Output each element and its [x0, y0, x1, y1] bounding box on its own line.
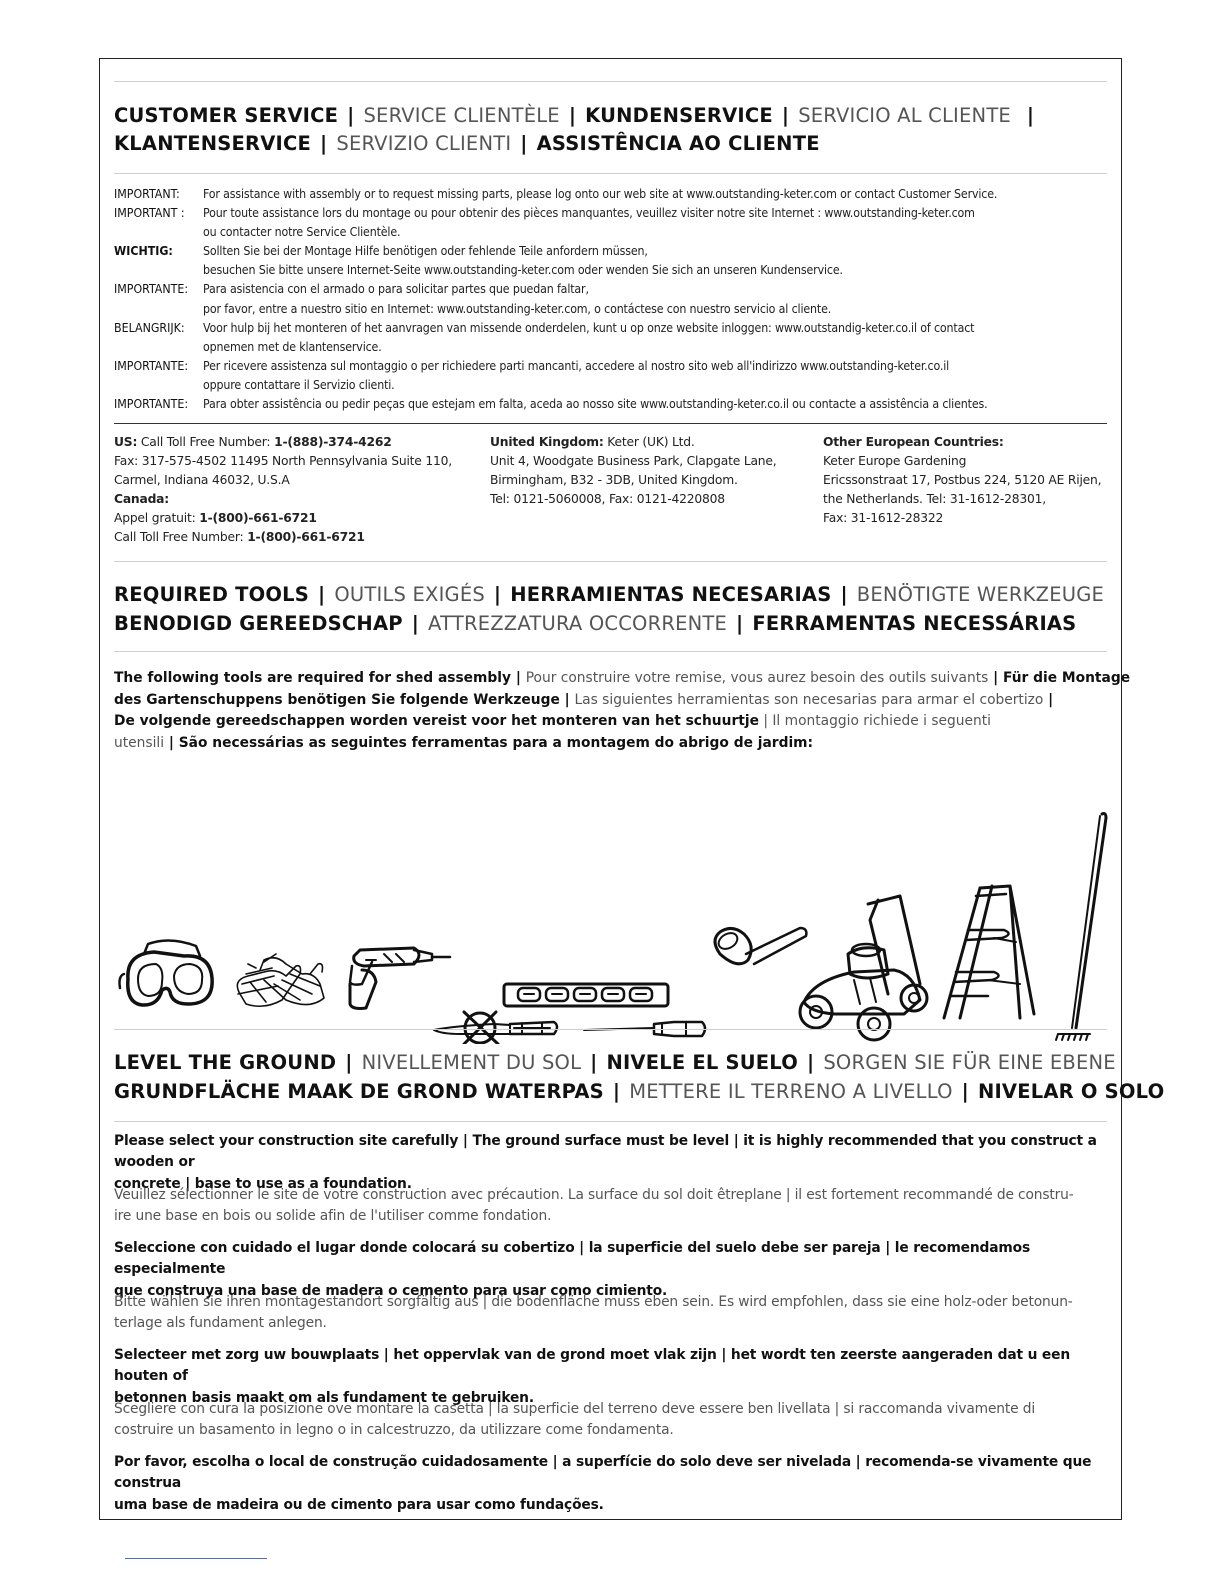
- lawn-mower-icon: [800, 896, 927, 1040]
- tools-illustration: [114, 804, 1109, 1044]
- heading-seg: BENÖTIGTE WERKZEUGE: [856, 583, 1105, 606]
- heading-seg: SERVICIO AL CLIENTE: [798, 104, 1011, 127]
- notice-it: [114, 357, 1107, 395]
- divider: [114, 173, 1107, 174]
- divider: [114, 1029, 1107, 1030]
- tools-text-it: Il montaggio richiede i seguenti: [772, 713, 991, 729]
- notice-fr: [114, 204, 1107, 242]
- contact-text: Keter Europe Gardening: [823, 454, 967, 468]
- notice-line: Para asistencia con el armado o para solicitar partes que puedan faltar,: [203, 282, 589, 297]
- notice-label: WICHTIG:: [114, 244, 173, 259]
- power-drill-icon: [350, 948, 450, 1009]
- footer-rule: [125, 1558, 267, 1559]
- level-ground-fr: [114, 1185, 1107, 1228]
- contact-us: [114, 433, 452, 547]
- required-tools-paragraph: The following tools are required for shed assembly | Pour construire votre remise, vous aurez besoin des outils suivants | Für die Montage des Gartenschuppens benötigen Sie folgende Werkzeuge | Las siguientes herramientas son necesarias para armar el cobertizo | De volgende gereedschappen worden vereist voor het monteren van het schuurtje | Il montaggio richiede i seguenti utensili | São necessárias as seguintes ferramentas para a montagem do abrigo de jardim:: [114, 670, 1131, 751]
- contact-label: Canada:: [114, 492, 169, 506]
- page-frame: [99, 58, 1165, 1520]
- divider: [114, 651, 1107, 652]
- contact-text: Fax: 317-575-4502 11495 North Pennsylvania Suite 110,: [114, 454, 452, 468]
- notice-line: Voor hulp bij het monteren of het aanvragen van missende onderdelen, kunt u op onze website inloggen: www.outstandig-keter.co.il of contact: [203, 320, 975, 335]
- tools-text-de: des Gartenschuppens benötigen Sie folgende Werkzeuge: [114, 691, 560, 708]
- notice-line: Per ricevere assistenza sul montaggio o per richiedere parti mancanti, accedere al nostro sito web all'indirizzo www.outstanding-keter.co.il: [203, 358, 950, 373]
- tools-text-nl: De volgende gereedschappen worden vereist voor het monteren van het schuurtje: [114, 713, 759, 729]
- notice-line: ou contacter notre Service Clientèle.: [203, 225, 401, 240]
- notice-line: Para obter assistência ou pedir peças que estejam em falta, aceda ao nosso site www.outstanding-keter.co.il ou contacte a assistência a clientes.: [203, 397, 988, 412]
- para-line: Bitte wählen sie ihren montagestandort sorgfältig aus | die bodenfläche muss eben sein. Es wird empfohlen, dass sie eine holz-oder betonun-: [114, 1294, 1073, 1310]
- para-line: que construya una base de madera o cemento para usar como cimiento.: [114, 1282, 668, 1299]
- contact-text: Tel: 0121-5060008, Fax: 0121-4220808: [490, 492, 725, 506]
- notice-line: oppure contattare il Servizio clienti.: [203, 377, 395, 392]
- notice-line: besuchen Sie bitte unsere Internet-Seite www.outstanding-keter.com oder wenden Sie sich an unseren Kundenservice.: [203, 263, 843, 278]
- contact-eu: [823, 433, 1101, 528]
- rake-icon: [1056, 814, 1106, 1041]
- para-line: costruire un basamento in legno o in calcestruzzo, da utilizzare come fondamenta.: [114, 1422, 674, 1439]
- customer-service-heading-2: KLANTENSERVICE | SERVIZIO CLIENTI | ASSISTÊNCIA AO CLIENTE: [114, 132, 820, 155]
- tools-text-en: The following tools are required for shed assembly: [114, 670, 512, 686]
- heading-seg: BENODIGD GEREEDSCHAP: [114, 612, 403, 635]
- divider: [114, 423, 1107, 424]
- notice-nl: [114, 319, 1107, 357]
- contact-text: Carmel, Indiana 46032, U.S.A: [114, 473, 290, 487]
- notice-line: Pour toute assistance lors du montage ou pour obtenir des pièces manquantes, veuillez visiter notre site Internet : www.outstanding-keter.com: [203, 206, 975, 221]
- contact-text: Appel gratuit:: [114, 511, 196, 525]
- notice-label: IMPORTANTE:: [114, 397, 189, 412]
- notice-pt: [114, 395, 1107, 414]
- contact-label: US:: [114, 435, 138, 449]
- para-line: Please select your construction site carefully | The ground surface must be level | it is highly recommended that you construct a wooden or: [114, 1133, 1097, 1171]
- tools-text-de: Für die Montage: [1002, 670, 1131, 686]
- para-line: terlage als fundament anlegen.: [114, 1315, 327, 1332]
- phone-number: 1-(800)-661-6721: [247, 530, 365, 544]
- heading-seg: FERRAMENTAS NECESSÁRIAS: [752, 612, 1077, 635]
- level-ground-pt: [114, 1452, 1107, 1516]
- required-tools-heading-2: BENODIGD GEREEDSCHAP | ATTREZZATURA OCCORRENTE | FERRAMENTAS NECESSÁRIAS: [114, 612, 1077, 635]
- tools-text-es: Las siguientes herramientas son necesarias para armar el cobertizo: [574, 691, 1044, 708]
- contact-label: United Kingdom:: [490, 435, 604, 449]
- heading-seg: ASSISTÊNCIA AO CLIENTE: [536, 132, 820, 155]
- notice-es: [114, 280, 1107, 318]
- para-line: Veuillez sélectionner le site de votre construction avec précaution. La surface du sol doit êtreplane | il est fortement recommandé de constru-: [114, 1187, 1074, 1203]
- work-gloves-icon: [237, 954, 324, 1006]
- mallet-icon: [715, 928, 806, 964]
- divider: [114, 81, 1107, 82]
- customer-service-heading-1: CUSTOMER SERVICE | SERVICE CLIENTÈLE | KUNDENSERVICE | SERVICIO AL CLIENTE |: [114, 104, 1035, 127]
- notice-label: IMPORTANT :: [114, 206, 185, 221]
- contact-text: Birmingham, B32 - 3DB, United Kingdom.: [490, 473, 738, 487]
- notice-line: por favor, entre a nuestro sitio en Internet: www.outstanding-keter.com, o contáctese con nuestro servicio al cliente.: [203, 301, 832, 316]
- level-ground-heading-1: LEVEL THE GROUND | NIVELLEMENT DU SOL | NIVELE EL SUELO | SORGEN SIE FÜR EINE EBENE: [114, 1051, 1116, 1074]
- notice-label: BELANGRIJK:: [114, 320, 185, 335]
- utility-knife-icon: [434, 1012, 557, 1044]
- heading-seg: SERVIZIO CLIENTI: [336, 132, 512, 155]
- phone-number: 1-(888)-374-4262: [274, 435, 392, 449]
- contact-label: Other European Countries:: [823, 435, 1004, 449]
- level-ground-heading-2: GRUNDFLÄCHE MAAK DE GROND WATERPAS | METTERE IL TERRENO A LIVELLO | NIVELAR O SOLO: [114, 1080, 1165, 1103]
- divider: [114, 561, 1107, 562]
- notice-label: IMPORTANT:: [114, 187, 180, 201]
- para-line: betonnen basis maakt om als fundament te gebruiken.: [114, 1389, 534, 1406]
- divider: [114, 1121, 1107, 1122]
- contact-text: the Netherlands. Tel: 31-1612-28301,: [823, 492, 1046, 506]
- level-ground-de: [114, 1292, 1107, 1335]
- required-tools-heading-1: REQUIRED TOOLS | OUTILS EXIGÉS | HERRAMIENTAS NECESARIAS | BENÖTIGTE WERKZEUGE: [114, 583, 1105, 606]
- notice-en: [114, 185, 1107, 204]
- heading-seg: NIVELAR O SOLO: [977, 1080, 1165, 1103]
- heading-seg: METTERE IL TERRENO A LIVELLO: [629, 1080, 953, 1103]
- heading-seg: SERVICE CLIENTÈLE: [363, 104, 560, 127]
- para-line: ire une base en bois ou solide afin de l'utiliser comme fondation.: [114, 1208, 552, 1225]
- page-content: [114, 59, 1165, 1519]
- heading-seg: LEVEL THE GROUND: [114, 1051, 337, 1074]
- heading-seg: KLANTENSERVICE: [114, 132, 312, 155]
- level-ground-it: [114, 1399, 1107, 1442]
- notice-label: IMPORTANTE:: [114, 358, 189, 373]
- heading-seg: OUTILS EXIGÉS: [334, 583, 485, 606]
- notice-line: Sollten Sie bei der Montage Hilfe benötigen oder fehlende Teile anfordern müssen,: [203, 244, 648, 259]
- tools-text-fr: Pour construire votre remise, vous aurez besoin des outils suivants: [525, 670, 989, 686]
- notice-de: [114, 242, 1107, 280]
- step-ladder-icon: [944, 886, 1034, 1018]
- heading-seg: ATTREZZATURA OCCORRENTE: [428, 612, 728, 635]
- contact-text: Fax: 31-1612-28322: [823, 511, 944, 525]
- spirit-level-icon: [504, 984, 668, 1006]
- heading-seg: NIVELE EL SUELO: [606, 1051, 799, 1074]
- para-line: uma base de madeira ou de cimento para usar como fundações.: [114, 1496, 604, 1513]
- heading-seg: GRUNDFLÄCHE MAAK DE GROND WATERPAS: [114, 1080, 604, 1103]
- notice-line: For assistance with assembly or to request missing parts, please log onto our web site at www.outstanding-keter.com or contact Customer Service.: [203, 187, 998, 201]
- contact-text: Call Toll Free Number:: [114, 530, 244, 544]
- para-line: Scegliere con cura la posizione ove montare la casetta | la superficie del terreno deve essere ben livellata | si raccomanda vivamente di: [114, 1401, 1036, 1417]
- heading-seg: NIVELLEMENT DU SOL: [361, 1051, 582, 1074]
- tools-text-it: utensili: [114, 734, 165, 751]
- heading-seg: KUNDENSERVICE: [585, 104, 773, 127]
- para-line: concrete | base to use as a foundation.: [114, 1175, 412, 1192]
- heading-seg: CUSTOMER SERVICE: [114, 104, 339, 127]
- para-line: Selecteer met zorg uw bouwplaats | het oppervlak van de grond moet vlak zijn | het wordt ten zeerste aangeraden dat u een houten of: [114, 1347, 1070, 1385]
- heading-seg: SORGEN SIE FÜR EINE EBENE: [823, 1051, 1116, 1074]
- para-line: Seleccione con cuidado el lugar donde colocará su cobertizo | la superficie del suelo debe ser pareja | le recomendamos especialmente: [114, 1240, 1031, 1278]
- heading-seg: HERRAMIENTAS NECESARIAS: [510, 583, 832, 606]
- contact-uk: [490, 433, 776, 509]
- notice-label: IMPORTANTE:: [114, 282, 189, 297]
- para-line: Por favor, escolha o local de construção cuidadosamente | a superfície do solo deve ser nivelada | recomenda-se vivamente que construa: [114, 1454, 1092, 1492]
- heading-seg: REQUIRED TOOLS: [114, 583, 310, 606]
- tools-text-pt: São necessárias as seguintes ferramentas para a montagem do abrigo de jardim:: [178, 734, 814, 751]
- safety-goggles-icon: [120, 940, 213, 1005]
- contact-text: Ericssonstraat 17, Postbus 224, 5120 AE Rijen,: [823, 473, 1102, 487]
- contact-text: Unit 4, Woodgate Business Park, Clapgate Lane,: [490, 454, 777, 468]
- phone-number: 1-(800)-661-6721: [199, 511, 317, 525]
- notice-line: opnemen met de klantenservice.: [203, 339, 382, 354]
- important-notices: [114, 185, 1107, 414]
- contact-text: Keter (UK) Ltd.: [607, 435, 695, 449]
- contact-text: Call Toll Free Number:: [140, 435, 271, 449]
